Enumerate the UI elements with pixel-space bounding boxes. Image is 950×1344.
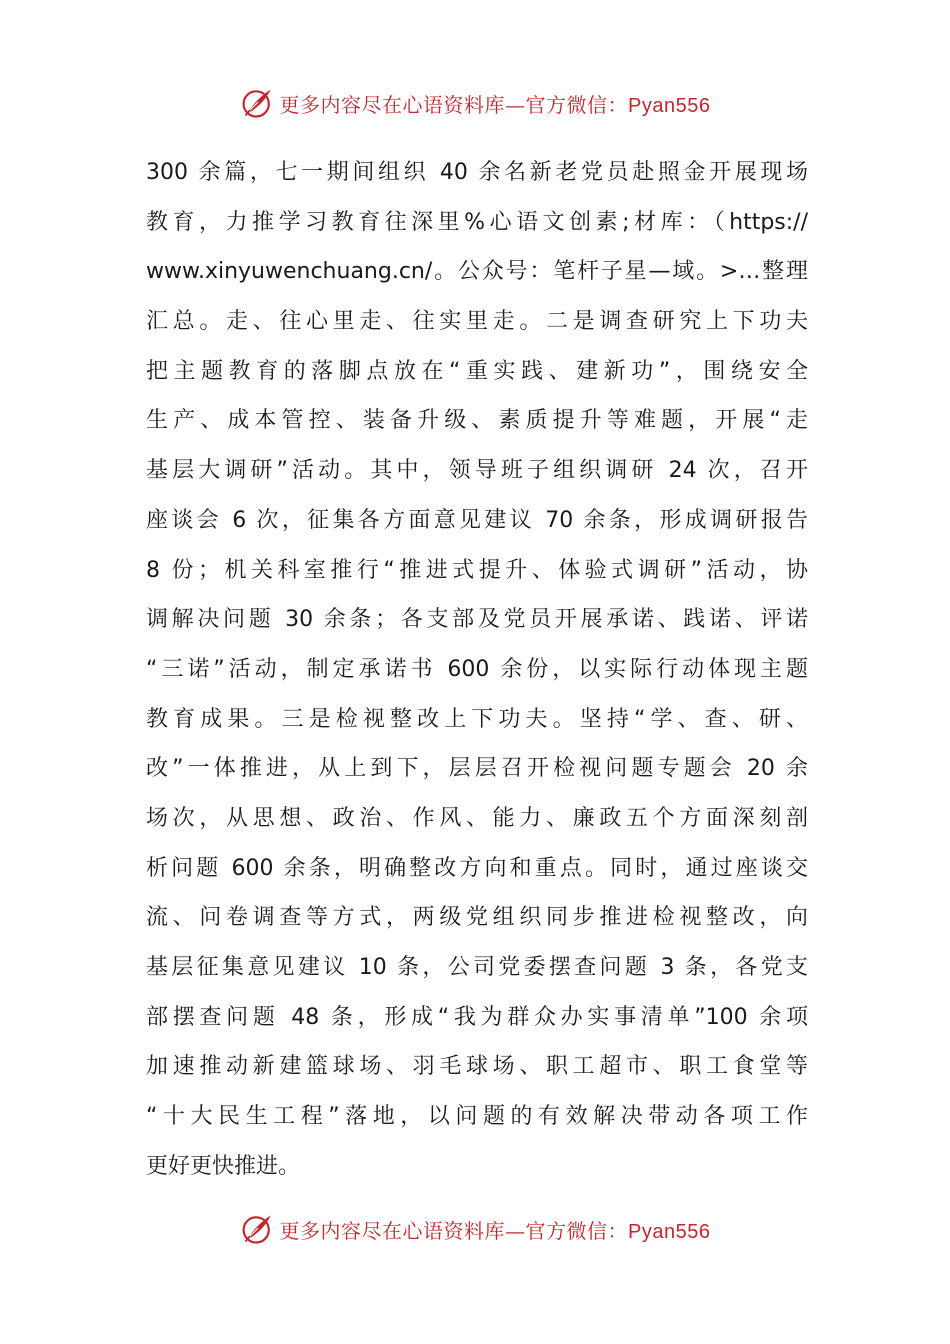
banner-contact-id: Pyan556 (628, 94, 711, 117)
text-line: 座谈会 6 次，征集各方面意见建议 70 余条，形成调研报告 (146, 507, 808, 533)
quill-pen-logo-icon (240, 1211, 276, 1247)
text-line: “三诺”活动，制定承诺书 600 余份，以实际行动体现主题 (146, 656, 808, 682)
footer-banner (0, 1207, 950, 1251)
header-banner (0, 81, 950, 125)
text-line: 300 余篇，七一期间组织 40 余名新老党员赴照金开展现场 (146, 160, 808, 185)
text-line: 流、问卷调查等方式，两级党组织同步推进检视整改，向 (146, 905, 808, 931)
text-line: 生产、成本管控、装备升级、素质提升等难题，开展“走 (146, 408, 808, 434)
banner-text (280, 89, 711, 118)
banner-separator: — (505, 1218, 526, 1243)
quill-pen-logo-icon (240, 85, 276, 121)
text-line: 调解决问题 30 余条；各支部及党员开展承诺、践诺、评诺 (146, 607, 808, 633)
banner-separator: — (505, 92, 526, 117)
text-line: 改”一体推进，从上到下，层层召开检视问题专题会 20 余 (146, 756, 808, 782)
text-line: 更好更快推进。 (146, 1153, 301, 1179)
text-line: “十大民生工程”落地，以问题的有效解决带动各项工作 (146, 1104, 808, 1130)
banner-brand: 更多内容尽在心语资料库 (279, 92, 506, 117)
body-text (146, 148, 808, 1191)
banner-contact-label: 官方微信： (525, 92, 629, 117)
banner-text (280, 1215, 711, 1244)
text-line: 教育成果。三是检视整改上下功夫。坚持“学、查、研、 (146, 706, 808, 732)
text-line: 部摆查问题 48 条，形成“我为群众办实事清单”100 余项 (146, 1004, 808, 1030)
text-line: 析问题 600 余条，明确整改方向和重点。同时，通过座谈交 (146, 855, 808, 881)
text-line: 场次，从思想、政治、作风、能力、廉政五个方面深刻剖 (146, 805, 808, 831)
text-line: www.xinyuwenchuang.cn/。公众号：笔杆子星—域。>…整理 (146, 259, 808, 285)
text-line: 教育，力推学习教育往深里%心语文创素;材库：（https:// (146, 209, 808, 235)
banner-contact-id: Pyan556 (628, 1220, 711, 1243)
text-line: 基层征集意见建议 10 条，公司党委摆查问题 3 条，各党支 (146, 955, 808, 980)
banner-brand: 更多内容尽在心语资料库 (279, 1218, 506, 1243)
text-line: 汇总。走、往心里走、往实里走。二是调查研究上下功夫 (146, 309, 808, 335)
text-line: 基层大调研”活动。其中，领导班子组织调研 24 次，召开 (146, 458, 808, 484)
text-line: 加速推动新建篮球场、羽毛球场、职工超市、职工食堂等 (146, 1054, 808, 1080)
text-line: 把主题教育的落脚点放在“重实践、建新功”，围绕安全 (146, 358, 808, 384)
banner-contact-label: 官方微信： (525, 1218, 629, 1243)
text-line: 8 份；机关科室推行“推进式提升、体验式调研”活动，协 (146, 557, 808, 583)
